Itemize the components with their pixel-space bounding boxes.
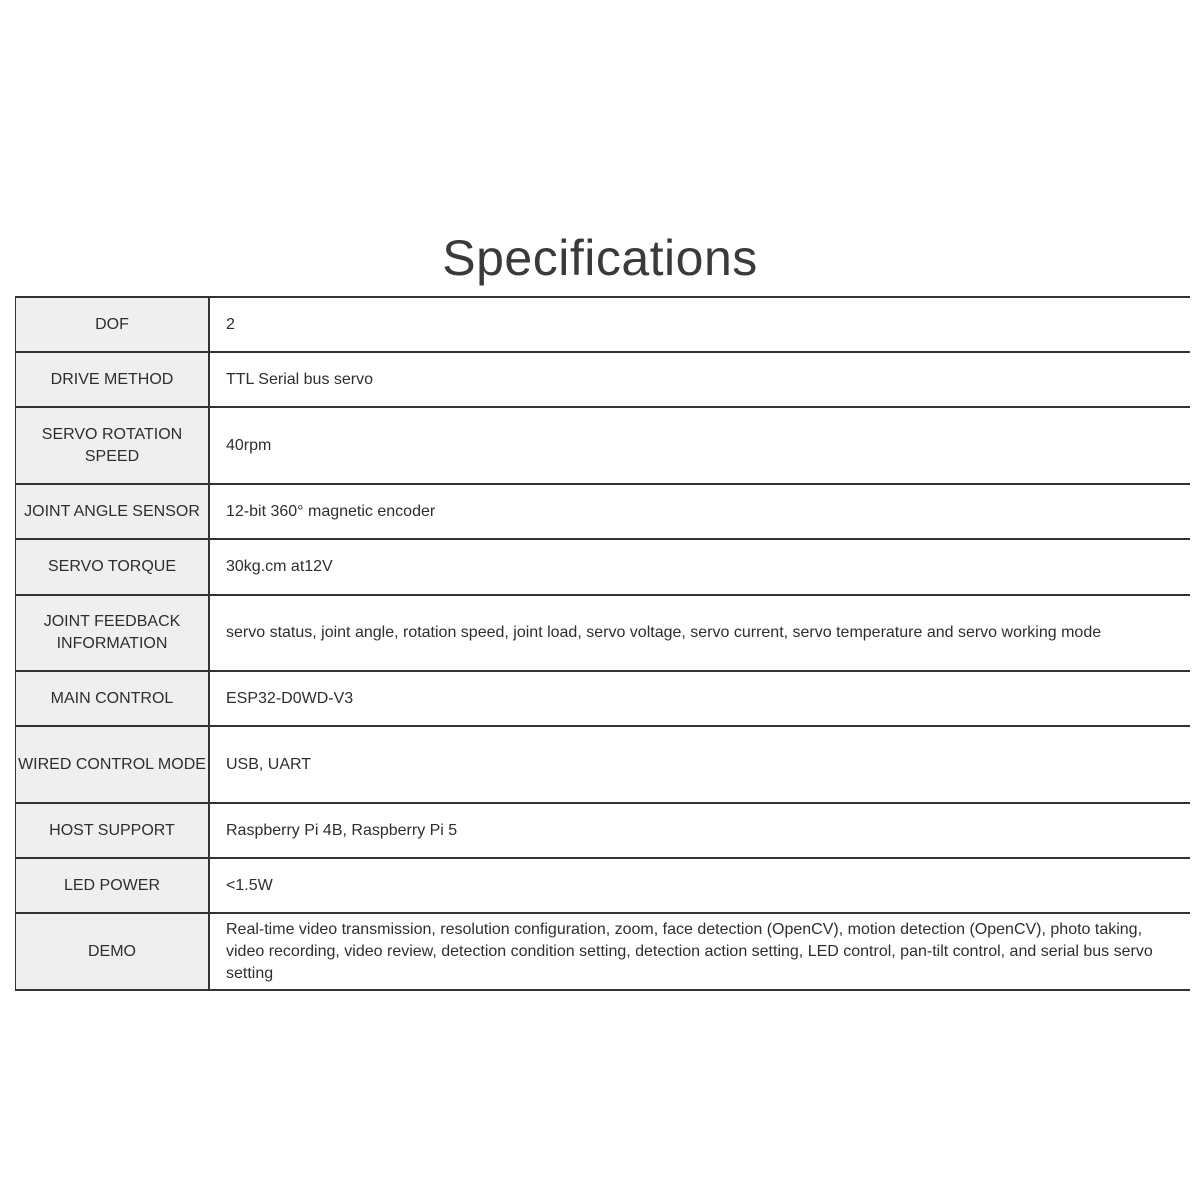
spec-value: 12-bit 360° magnetic encoder [209, 484, 1190, 539]
spec-key: DOF [16, 297, 210, 352]
spec-value: 40rpm [209, 407, 1190, 484]
spec-key: SERVO TORQUE [16, 539, 210, 595]
table-row-wired-control-mode [16, 726, 1191, 803]
table-row-drive-method [16, 352, 1191, 407]
table-row-dof [16, 297, 1191, 352]
spec-key: WIRED CONTROL MODE [16, 726, 210, 803]
specifications-table [15, 296, 1190, 991]
table-row-led-power [16, 858, 1191, 913]
page-title: Specifications [442, 230, 758, 286]
spec-key: HOST SUPPORT [16, 803, 210, 858]
spec-key: DEMO [16, 913, 210, 990]
spec-key: JOINT FEEDBACK INFORMATION [16, 595, 210, 671]
table-row-host-support [16, 803, 1191, 858]
spec-value: 30kg.cm at12V [209, 539, 1190, 595]
table-row-demo [16, 913, 1191, 990]
spec-value: TTL Serial bus servo [209, 352, 1190, 407]
table-row-servo-torque [16, 539, 1191, 595]
table-row-servo-rotation-speed [16, 407, 1191, 484]
spec-key: JOINT ANGLE SENSOR [16, 484, 210, 539]
spec-key: MAIN CONTROL [16, 671, 210, 726]
spec-value: servo status, joint angle, rotation speed, joint load, servo voltage, servo current, servo temperature and servo working mode [209, 595, 1190, 671]
spec-value: <1.5W [209, 858, 1190, 913]
spec-key: LED POWER [16, 858, 210, 913]
spec-key: DRIVE METHOD [16, 352, 210, 407]
spec-value: Raspberry Pi 4B, Raspberry Pi 5 [209, 803, 1190, 858]
spec-key: SERVO ROTATION SPEED [16, 407, 210, 484]
table-row-joint-feedback-information [16, 595, 1191, 671]
table-row-main-control [16, 671, 1191, 726]
spec-value: Real-time video transmission, resolution configuration, zoom, face detection (OpenCV), motion detection (OpenCV), photo taking, video recording, video review, detection condition setting, detection action setting, LED control, pan-tilt control, and serial bus servo setting [209, 913, 1190, 990]
spec-value: 2 [209, 297, 1190, 352]
spec-value: ESP32-D0WD-V3 [209, 671, 1190, 726]
table-row-joint-angle-sensor [16, 484, 1191, 539]
spec-value: USB, UART [209, 726, 1190, 803]
